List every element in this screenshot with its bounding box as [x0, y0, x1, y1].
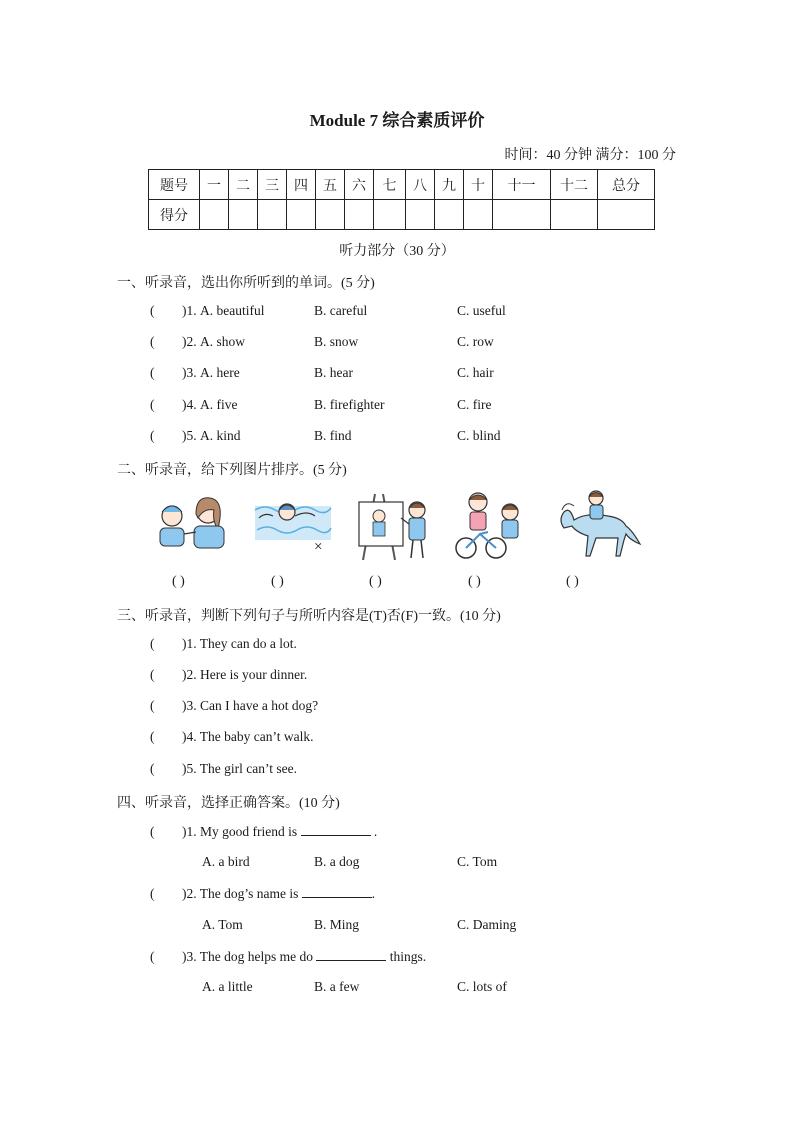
picture-answer-paren[interactable]: ( ): [468, 574, 481, 589]
score-cell[interactable]: [493, 200, 551, 230]
answer-paren[interactable]: (: [150, 886, 155, 901]
item-number: )4.: [182, 397, 197, 412]
talking-kids-image: [152, 490, 232, 554]
score-cell[interactable]: [374, 200, 406, 230]
option-a: A. kind: [200, 428, 241, 443]
sentence-text: The girl can’t see.: [199, 761, 297, 776]
time-score-info: 时间：40 分钟 满分：100 分: [504, 148, 676, 163]
question-text-end: .: [370, 824, 378, 839]
sentence-text: The baby can’t walk.: [199, 729, 314, 744]
sentence-text: They can do a lot.: [199, 636, 297, 651]
painting-easel-image: [355, 490, 435, 562]
section3-item: [150, 729, 313, 745]
question-text-start: The dog’s name is: [199, 886, 302, 901]
option-c: C. fire: [457, 397, 492, 412]
section1-item: [150, 334, 670, 350]
page-title: Module 7 综合素质评价: [309, 111, 485, 130]
fill-blank[interactable]: [301, 823, 371, 836]
option-b: B. snow: [314, 334, 359, 349]
answer-paren[interactable]: (: [150, 334, 155, 349]
answer-paren[interactable]: (: [150, 949, 155, 964]
header-cell: 十: [464, 170, 493, 200]
item-number: )4.: [182, 729, 197, 744]
option-a: A. Tom: [202, 917, 243, 932]
sentence-text: Here is your dinner.: [200, 667, 308, 682]
option-a: A. show: [200, 334, 246, 349]
option-b: B. find: [314, 428, 352, 443]
option-c: C. Tom: [457, 854, 498, 869]
item-number: )2.: [182, 334, 197, 349]
header-cell: 总分: [598, 170, 655, 200]
section2-title: 二、听录音，给下列图片排序。(5 分): [117, 463, 347, 478]
score-cell[interactable]: [200, 200, 229, 230]
section1-item: [150, 303, 670, 319]
option-b: B. a few: [314, 979, 360, 994]
option-a: A. five: [200, 397, 238, 412]
answer-paren[interactable]: (: [150, 667, 155, 682]
answer-paren[interactable]: (: [150, 636, 155, 651]
answer-paren[interactable]: (: [150, 428, 155, 443]
option-a: A. here: [200, 365, 240, 380]
answer-paren[interactable]: (: [150, 397, 155, 412]
option-c: C. blind: [457, 428, 501, 443]
option-c: C. row: [457, 334, 494, 349]
score-cell[interactable]: [464, 200, 493, 230]
item-number: )5.: [182, 428, 197, 443]
score-cell[interactable]: [435, 200, 464, 230]
option-c: C. hair: [457, 365, 494, 380]
cross-mark: ×: [314, 539, 323, 555]
section3-title: 三、听录音，判断下列句子与所听内容是(T)否(F)一致。(10 分): [117, 609, 501, 624]
score-cell[interactable]: [287, 200, 316, 230]
answer-paren[interactable]: (: [150, 303, 155, 318]
option-b: B. firefighter: [314, 397, 385, 412]
fill-blank[interactable]: [302, 885, 372, 898]
item-number: )3.: [182, 365, 197, 380]
header-cell: 八: [406, 170, 435, 200]
bicycle-kids-image: [452, 490, 532, 562]
answer-paren[interactable]: (: [150, 365, 155, 380]
section1-item: [150, 365, 670, 381]
score-cell[interactable]: [551, 200, 598, 230]
header-cell: 十二: [551, 170, 598, 200]
item-number: )3.: [182, 698, 197, 713]
section1-item: [150, 428, 670, 444]
score-table-score-row: [149, 200, 655, 230]
score-table-header-row: [149, 170, 655, 200]
section1-title: 一、听录音，选出你所听到的单词。(5 分): [117, 276, 375, 291]
option-a: A. a bird: [202, 854, 250, 869]
option-b: B. careful: [314, 303, 368, 318]
header-cell: 六: [345, 170, 374, 200]
picture-answer-paren[interactable]: ( ): [172, 574, 185, 589]
answer-paren[interactable]: (: [150, 761, 155, 776]
section4-question: [150, 885, 375, 902]
header-cell: 一: [200, 170, 229, 200]
sentence-text: Can I have a hot dog?: [200, 698, 319, 713]
answer-paren[interactable]: (: [150, 698, 155, 713]
section3-item: [150, 636, 297, 652]
option-c: C. useful: [457, 303, 506, 318]
header-cell: 题号: [149, 170, 200, 200]
header-cell: 九: [435, 170, 464, 200]
score-cell[interactable]: [406, 200, 435, 230]
fill-blank[interactable]: [316, 948, 386, 961]
score-cell[interactable]: [258, 200, 287, 230]
row-label-cell: 得分: [149, 200, 200, 230]
score-cell[interactable]: [316, 200, 345, 230]
header-cell: 五: [316, 170, 345, 200]
option-b: B. Ming: [314, 917, 360, 932]
section3-item: [150, 667, 307, 683]
header-cell: 四: [287, 170, 316, 200]
header-cell: 二: [229, 170, 258, 200]
item-number: )5.: [182, 761, 197, 776]
item-number: )2.: [182, 667, 197, 682]
header-cell: 七: [374, 170, 406, 200]
option-a: A. a little: [202, 979, 253, 994]
header-cell: 三: [258, 170, 287, 200]
picture-answer-paren[interactable]: ( ): [271, 574, 284, 589]
horse-rider-image: [556, 490, 642, 562]
option-a: A. beautiful: [200, 303, 265, 318]
option-b: B. hear: [314, 365, 353, 380]
option-c: C. lots of: [457, 979, 507, 994]
question-text-end: things.: [386, 949, 427, 964]
score-cell[interactable]: [598, 200, 655, 230]
section1-item: [150, 397, 670, 413]
question-text-start: The dog helps me do: [199, 949, 317, 964]
question-text-end: .: [371, 886, 376, 901]
picture-answer-paren[interactable]: ( ): [566, 574, 579, 589]
option-b: B. a dog: [314, 854, 360, 869]
item-number: )1.: [182, 303, 197, 318]
option-c: C. Daming: [457, 917, 517, 932]
section4-title: 四、听录音，选择正确答案。(10 分): [117, 796, 340, 811]
section4-question: [150, 948, 426, 965]
score-cell[interactable]: [345, 200, 374, 230]
score-table: [148, 169, 655, 230]
item-number: )1.: [182, 636, 197, 651]
listening-part-title: 听力部分（30 分）: [339, 244, 455, 259]
section3-item: [150, 698, 318, 714]
score-cell[interactable]: [229, 200, 258, 230]
header-cell: 十一: [493, 170, 551, 200]
picture-answer-paren[interactable]: ( ): [369, 574, 382, 589]
section3-item: [150, 761, 297, 777]
question-text-start: My good friend is: [200, 824, 301, 839]
item-number: )1.: [182, 824, 197, 839]
answer-paren[interactable]: (: [150, 824, 155, 839]
item-number: )2.: [182, 886, 197, 901]
section4-question: [150, 823, 377, 840]
answer-paren[interactable]: (: [150, 729, 155, 744]
item-number: )3.: [182, 949, 197, 964]
